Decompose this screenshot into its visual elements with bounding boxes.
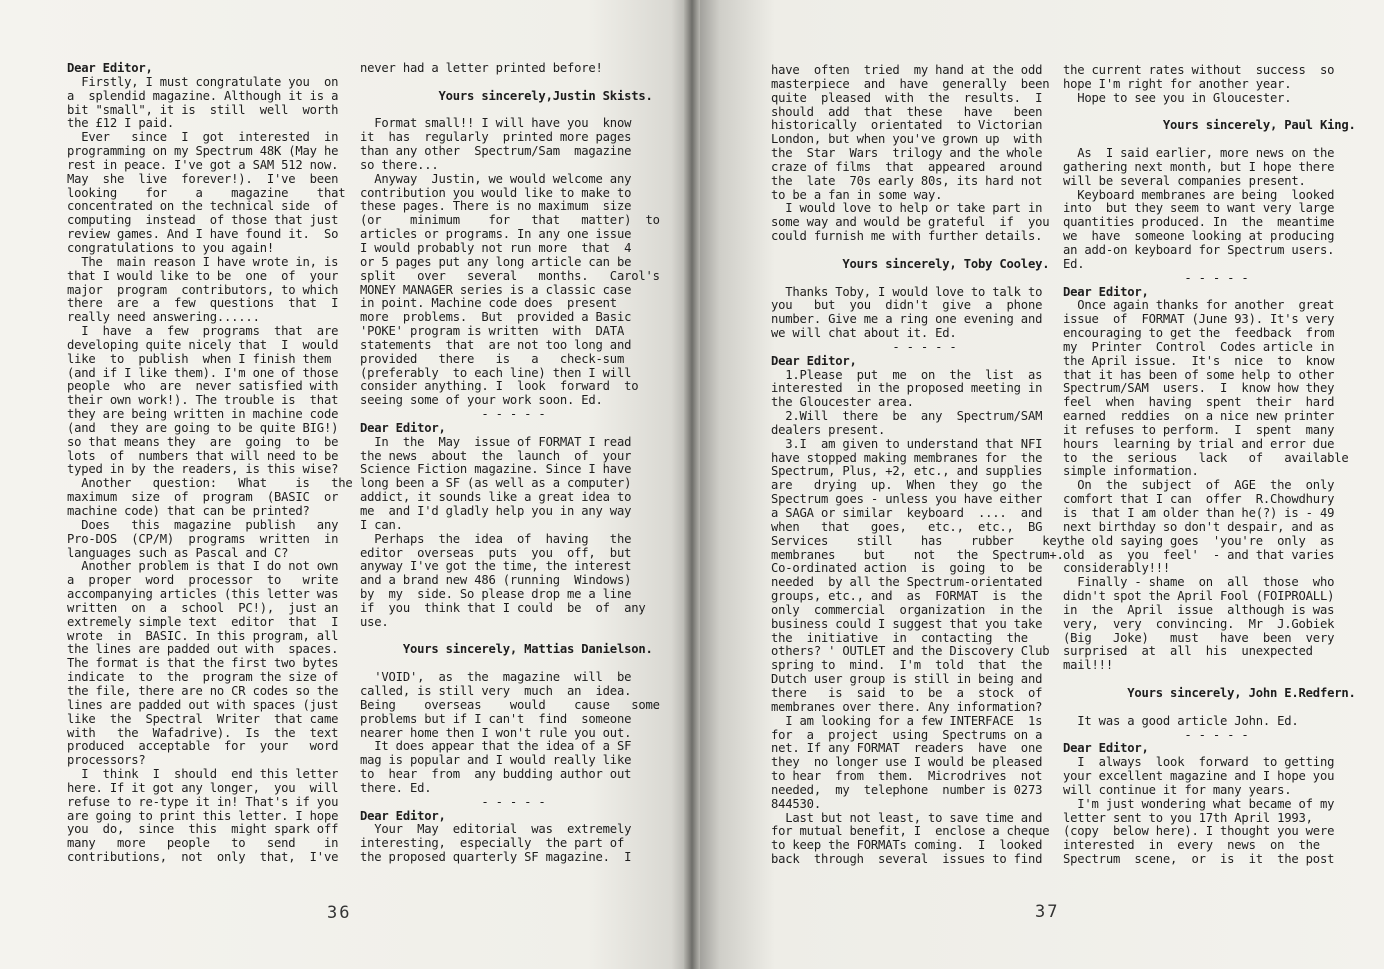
right-page-column-1	[771, 63, 1064, 867]
text-line: the April issue. It's nice to know	[1063, 353, 1335, 368]
text-line	[1063, 133, 1333, 147]
text-line: a proper word processor to write	[67, 573, 339, 588]
text-line: Finally - shame on all those who	[1063, 575, 1335, 590]
text-line: to hear from any budding author out	[360, 767, 632, 782]
text-line: Another question: What is the	[67, 476, 353, 491]
text-line: into but they seem to want very large	[1063, 201, 1335, 216]
text-line: have often tried my hand at the odd	[771, 63, 1043, 77]
text-line	[360, 630, 630, 644]
text-line: major program contributors, to which	[67, 282, 339, 297]
text-line: looking for a magazine that	[67, 185, 346, 200]
text-line: there is said to be a stock of	[771, 685, 1043, 700]
text-line: the old saying goes 'you're only as	[1063, 533, 1335, 548]
text-line: contribution you would like to make to	[360, 185, 632, 200]
text-line	[360, 76, 630, 90]
text-line: will be several companies present.	[1063, 173, 1306, 188]
text-line: simple information.	[1063, 464, 1199, 479]
text-line: rest in peace. I've got a SAM 512 now.	[67, 157, 339, 172]
left-page-column-1	[67, 61, 353, 865]
text-line: should add that these have been	[771, 104, 1043, 119]
text-line: Last but not least, to save time and	[771, 810, 1043, 825]
text-line: Dear Editor,	[771, 353, 857, 368]
text-line	[771, 272, 1039, 286]
text-line: you do, since this might spark off	[67, 822, 339, 837]
text-line: developing quite nicely that I would	[67, 337, 339, 352]
text-line: so there...	[360, 157, 439, 172]
text-line: Dear Editor,	[360, 808, 446, 823]
text-line: Format small!! I will have you know	[360, 116, 632, 131]
text-line: Ed.	[1063, 256, 1085, 271]
text-line: - - - - -	[1063, 727, 1249, 742]
text-line: programming on my Spectrum 48K (May he	[67, 144, 339, 159]
text-line: quite pleased with the results. I	[771, 90, 1043, 105]
text-line: problems but if I can't find someone	[360, 711, 632, 726]
text-line: some way and would be grateful if you	[771, 215, 1050, 230]
text-line: the lines are padded out with spaces.	[67, 642, 339, 657]
text-line: interested in the proposed meeting in	[771, 381, 1043, 396]
text-line: I'm just wondering what became of my	[1063, 796, 1335, 811]
text-line: only commercial organization in the	[771, 602, 1043, 617]
text-line: Dear Editor,	[67, 61, 153, 75]
text-line: these pages. There is no maximum size	[360, 199, 632, 214]
text-line: letter sent to you 17th April 1993,	[1063, 810, 1313, 825]
text-line: (or minimum for that matter) to	[360, 213, 660, 228]
text-line: Co-ordinated action is going to be	[771, 561, 1043, 576]
text-line: encouraging to get the feedback from	[1063, 326, 1335, 341]
text-line: produced acceptable for your word	[67, 739, 339, 754]
text-line: concentrated on the technical side of	[67, 199, 339, 214]
right-page-column-2	[1063, 63, 1356, 867]
text-line: Dutch user group is still in being and	[771, 672, 1043, 687]
text-line: indicate to the program the size of	[67, 670, 339, 685]
text-line: net. If any FORMAT readers have one	[771, 741, 1043, 756]
text-line: Ever since I got interested in	[67, 130, 339, 145]
text-line: Spectrum scene, or is it the post	[1063, 852, 1335, 867]
text-line: Dear Editor,	[360, 420, 446, 435]
text-line: Being overseas would cause some	[360, 697, 660, 712]
text-line: The format is that the first two bytes	[67, 656, 339, 671]
text-line: May she live forever!). I've been	[67, 171, 339, 186]
text-line: comfort that I can offer R.Chowdhury	[1063, 492, 1335, 507]
text-line: typed in by the readers, is this wise?	[67, 462, 339, 477]
text-line: is that I am older than he(?) is - 49	[1063, 506, 1335, 520]
text-line: never had a letter printed before!	[360, 61, 603, 75]
text-line: Science Fiction magazine. Since I have	[360, 462, 632, 477]
text-line: split over several months. Carol's	[360, 268, 660, 283]
text-line: back through several issues to find	[771, 852, 1043, 867]
text-line: needed, my telephone number is 0273	[771, 782, 1043, 797]
text-line: their own work!). The trouble is that	[67, 393, 339, 408]
text-line: are drying up. When they go the	[771, 478, 1043, 493]
text-line: I always look forward to getting	[1063, 755, 1335, 770]
text-line: I am looking for a few INTERFACE 1s	[771, 713, 1043, 728]
text-line: next birthday so don't despair, and as	[1063, 519, 1335, 534]
text-line: - - - - -	[771, 339, 957, 354]
text-line: use.	[360, 614, 389, 629]
text-line: number. Give me a ring one evening and	[771, 312, 1043, 327]
text-line: MONEY MANAGER series is a classic case	[360, 282, 632, 297]
text-line: Yours sincerely, John E.Redfern.	[1063, 685, 1356, 700]
right-page	[692, 0, 1384, 969]
text-line: 844530.	[771, 796, 821, 811]
text-line: I would love to help or take part in	[771, 201, 1043, 216]
text-line: mail!!!	[1063, 658, 1113, 673]
text-line: if you think that I could be of any	[360, 600, 646, 615]
text-line: Spectrum goes - unless you have either	[771, 492, 1043, 507]
text-line: anyway I've got the time, the interest	[360, 559, 632, 574]
text-line: issue of FORMAT (June 93). It's very	[1063, 312, 1335, 327]
text-line: the news about the launch of your	[360, 448, 632, 463]
text-line: the file, there are no CR codes so the	[67, 683, 339, 698]
text-line: I can.	[360, 517, 403, 532]
text-line	[1063, 106, 1333, 120]
text-line: for mutual benefit, I enclose a cheque	[771, 824, 1050, 839]
text-line: Dear Editor,	[1063, 284, 1149, 299]
text-line: it has regularly printed more pages	[360, 130, 632, 145]
text-line: my Printer Control Codes article in	[1063, 339, 1335, 354]
text-line: here. If it got any longer, you will	[67, 780, 339, 795]
text-line: the initiative in contacting the	[771, 630, 1028, 645]
text-line: a SAGA or similar keyboard .... and	[771, 506, 1043, 520]
text-line	[1063, 673, 1333, 687]
text-line: Does this magazine publish any	[67, 517, 339, 532]
text-line: mag is popular and I would really like	[360, 753, 632, 768]
text-line: to hear from them. Microdrives not	[771, 769, 1043, 784]
text-line: there are a few questions that I	[67, 296, 339, 311]
text-line: earned reddies on a nice new printer	[1063, 409, 1335, 424]
text-line: they are being written in machine code	[67, 407, 339, 422]
text-line: I have a few programs that are	[67, 324, 339, 339]
text-line: interesting, especially the part of	[360, 836, 625, 851]
text-line: are going to print this letter. I hope	[67, 808, 339, 823]
text-line: could furnish me with further details.	[771, 229, 1043, 244]
text-line: Thanks Toby, I would love to talk to	[771, 284, 1043, 299]
text-line: dealers present.	[771, 422, 886, 437]
text-line: I think I should end this letter	[67, 767, 339, 782]
text-line: 3.I am given to understand that NFI	[771, 436, 1043, 451]
text-line: people who are never satisfied with	[67, 379, 339, 394]
text-line: lots of numbers that will need to be	[67, 448, 339, 463]
text-line: Once again thanks for another great	[1063, 298, 1335, 313]
text-line: Yours sincerely, Mattias Danielson.	[360, 642, 653, 657]
text-line: an add-on keyboard for Spectrum users.	[1063, 242, 1335, 257]
text-line: there. Ed.	[360, 780, 432, 795]
text-line: Firstly, I must congratulate you on	[67, 74, 339, 89]
text-line: - - - - -	[1063, 270, 1249, 285]
text-line: to keep the FORMATs coming. I looked	[771, 838, 1043, 853]
text-line: The main reason I have wrote in, is	[67, 254, 339, 269]
text-line: machine code) that can be printed?	[67, 504, 310, 518]
text-line: On the subject of AGE the only	[1063, 478, 1335, 493]
text-line: Your May editorial was extremely	[360, 822, 632, 837]
text-line: didn't spot the April Fool (FOIPROALL)	[1063, 589, 1335, 604]
text-line: 2.Will there be any Spectrum/SAM	[771, 409, 1043, 424]
text-line: by my side. So please drop me a line	[360, 587, 632, 602]
text-line: computing instead of those that just	[67, 213, 339, 228]
text-line: (and they are going to be quite BIG!)	[67, 420, 339, 435]
text-line: Anyway Justin, we would welcome any	[360, 171, 632, 186]
text-line: consider anything. I look forward to	[360, 379, 639, 394]
text-line: (Big Joke) must have been very	[1063, 630, 1335, 645]
text-line: editor overseas puts you off, but	[360, 545, 632, 560]
text-line: it refuses to perform. I spent many	[1063, 422, 1335, 437]
text-line: Another problem is that I do not own	[67, 559, 339, 574]
text-line: needed by all the Spectrum-orientated	[771, 575, 1043, 590]
text-line: nearer home then I won't rule you out.	[360, 725, 632, 740]
text-line: Keyboard membranes are being looked	[1063, 187, 1335, 202]
text-line: old as you feel' - and that varies	[1063, 547, 1335, 562]
text-line: others? ' OUTLET and the Discovery Club	[771, 644, 1050, 659]
text-line: you but you didn't give a phone	[771, 298, 1043, 313]
text-line: in the April issue although is was	[1063, 602, 1335, 617]
text-line: business could I suggest that you take	[771, 616, 1043, 631]
left-page-column-2	[360, 61, 660, 865]
text-line: London, but when you've grown up with	[771, 132, 1043, 147]
text-line: statements that are not too long and	[360, 337, 632, 352]
text-line: It does appear that the idea of a SF	[360, 739, 632, 754]
text-line: (and if I like them). I'm one of those	[67, 365, 339, 380]
text-line: (preferably to each line) then I will	[360, 365, 632, 380]
text-line: review games. And I have found it. So	[67, 227, 339, 242]
text-line: the late 70s early 80s, its hard not	[771, 173, 1043, 188]
text-line: Spectrum, Plus, +2, etc., and supplies	[771, 464, 1043, 479]
text-line: very, very convincing. Mr J.Gobiek	[1063, 616, 1335, 631]
text-line: the current rates without success so	[1063, 63, 1335, 77]
text-line: Yours sincerely, Toby Cooley.	[771, 256, 1050, 271]
text-line: I would probably not run more that 4	[360, 240, 632, 255]
text-line: Perhaps the idea of having the	[360, 531, 632, 546]
text-line: your excellent magazine and I hope you	[1063, 769, 1335, 784]
text-line: like the Spectral Writer that came	[67, 711, 339, 726]
text-line: contributions, not only that, I've	[67, 850, 339, 865]
text-line: considerably!!!	[1063, 561, 1171, 576]
text-line: or 5 pages put any long article can be	[360, 254, 632, 269]
text-line: really need answering......	[67, 310, 260, 325]
text-line: to be a fan in some way.	[771, 187, 943, 202]
text-line: the proposed quarterly SF magazine. I	[360, 850, 632, 865]
text-line: addict, it sounds like a great idea to	[360, 490, 632, 505]
text-line: interested in every news on the	[1063, 838, 1320, 853]
text-line: As I said earlier, more news on the	[1063, 146, 1335, 161]
text-line: that it has been of some help to other	[1063, 367, 1335, 382]
text-line: than any other Spectrum/Sam magazine	[360, 144, 632, 159]
text-line: processors?	[67, 753, 146, 768]
text-line: to the serious lack of available	[1063, 450, 1349, 465]
text-line: in point. Machine code does present	[360, 296, 617, 311]
text-line: 'VOID', as the magazine will be	[360, 670, 632, 685]
text-line: with the Wafadrive). Is the text	[67, 725, 339, 740]
text-line: many more people to send in	[67, 836, 339, 851]
text-line: gathering next month, but I hope there	[1063, 159, 1335, 174]
text-line: accompanying articles (this letter was	[67, 587, 339, 602]
text-line: masterpiece and have generally been	[771, 76, 1050, 91]
text-line: Dear Editor,	[1063, 741, 1149, 756]
text-line: hope I'm right for another year.	[1063, 76, 1292, 91]
text-line: lines are padded out with spaces (just	[67, 697, 339, 712]
text-line: Yours sincerely, Paul King.	[1063, 118, 1356, 133]
text-line: the £12 I paid.	[67, 116, 175, 131]
text-line: me and I'd gladly help you in any way	[360, 504, 632, 518]
text-line: membranes over there. Any information?	[771, 699, 1043, 714]
page-number-left: 36	[327, 903, 352, 923]
text-line: bit "small", it is still well worth	[67, 102, 339, 117]
text-line: (copy below here). I thought you were	[1063, 824, 1335, 839]
text-line: Hope to see you in Gloucester.	[1063, 90, 1292, 105]
text-line: we have someone looking at producing	[1063, 229, 1335, 244]
text-line: feel when having spent their hard	[1063, 395, 1335, 410]
text-line: provided there is a check-sum	[360, 351, 625, 366]
text-line: Services still has rubber key	[771, 533, 1064, 548]
text-line: articles or programs. In any one issue	[360, 227, 632, 242]
text-line: Pro-DOS (CP/M) programs written in	[67, 531, 339, 546]
text-line: refuse to re-type it in! That's if you	[67, 794, 339, 809]
text-line: more problems. But provided a Basic	[360, 310, 632, 325]
text-line: - - - - -	[360, 407, 546, 422]
text-line: maximum size of program (BASIC or	[67, 490, 339, 505]
text-line: the Star Wars trilogy and the whole	[771, 146, 1043, 161]
text-line: like to publish when I finish them	[67, 351, 332, 366]
book-gutter	[684, 0, 700, 969]
text-line	[1063, 701, 1333, 715]
text-line	[771, 244, 1039, 258]
text-line: congratulations to you again!	[67, 240, 274, 255]
text-line: In the May issue of FORMAT I read	[360, 434, 632, 449]
text-line: long been a SF (as well as a computer)	[360, 476, 632, 491]
text-line: surprised at all his unexpected	[1063, 644, 1313, 659]
text-line	[360, 657, 630, 671]
text-line: wrote in BASIC. In this program, all	[67, 628, 339, 643]
text-line: groups, etc., and as FORMAT is the	[771, 589, 1043, 604]
text-line: written on a school PC!), just an	[67, 600, 339, 615]
text-line: they no longer use I would be pleased	[771, 755, 1043, 770]
text-line: a splendid magazine. Although it is a	[67, 88, 339, 103]
text-line: that I would like to be one of your	[67, 268, 339, 283]
text-line: membranes but not the Spectrum+.	[771, 547, 1064, 562]
text-line: Spectrum/SAM users. I know how they	[1063, 381, 1335, 396]
text-line: hours learning by trial and error due	[1063, 436, 1335, 451]
text-line: craze of films that appeared around	[771, 159, 1043, 174]
text-line: for a project using Spectrums on a	[771, 727, 1043, 742]
text-line: historically orientated to Victorian	[771, 118, 1043, 133]
text-line: so that means they are going to be	[67, 434, 339, 449]
text-line: extremely simple text editor that I	[67, 614, 339, 629]
text-line	[360, 104, 630, 118]
text-line: - - - - -	[360, 794, 546, 809]
text-line: 1.Please put me on the list as	[771, 367, 1043, 382]
text-line: and a brand new 486 (running Windows)	[360, 573, 632, 588]
text-line: we will chat about it. Ed.	[771, 326, 957, 341]
text-line: spring to mind. I'm told that the	[771, 658, 1043, 673]
text-line: It was a good article John. Ed.	[1063, 713, 1299, 728]
text-line: quantities produced. In the meantime	[1063, 215, 1335, 230]
text-line: have stopped making membranes for the	[771, 450, 1043, 465]
text-line: Yours sincerely,Justin Skists.	[360, 88, 653, 103]
text-line: when that goes, etc., etc., BG	[771, 519, 1043, 534]
text-line: 'POKE' program is written with DATA	[360, 324, 625, 339]
text-line: called, is still very much an idea.	[360, 683, 632, 698]
text-line: will continue it for many years.	[1063, 782, 1292, 797]
page-number-right: 37	[1035, 902, 1060, 922]
text-line: languages such as Pascal and C?	[67, 545, 289, 560]
text-line: seeing some of your work soon. Ed.	[360, 393, 603, 408]
text-line: the Gloucester area.	[771, 395, 914, 410]
